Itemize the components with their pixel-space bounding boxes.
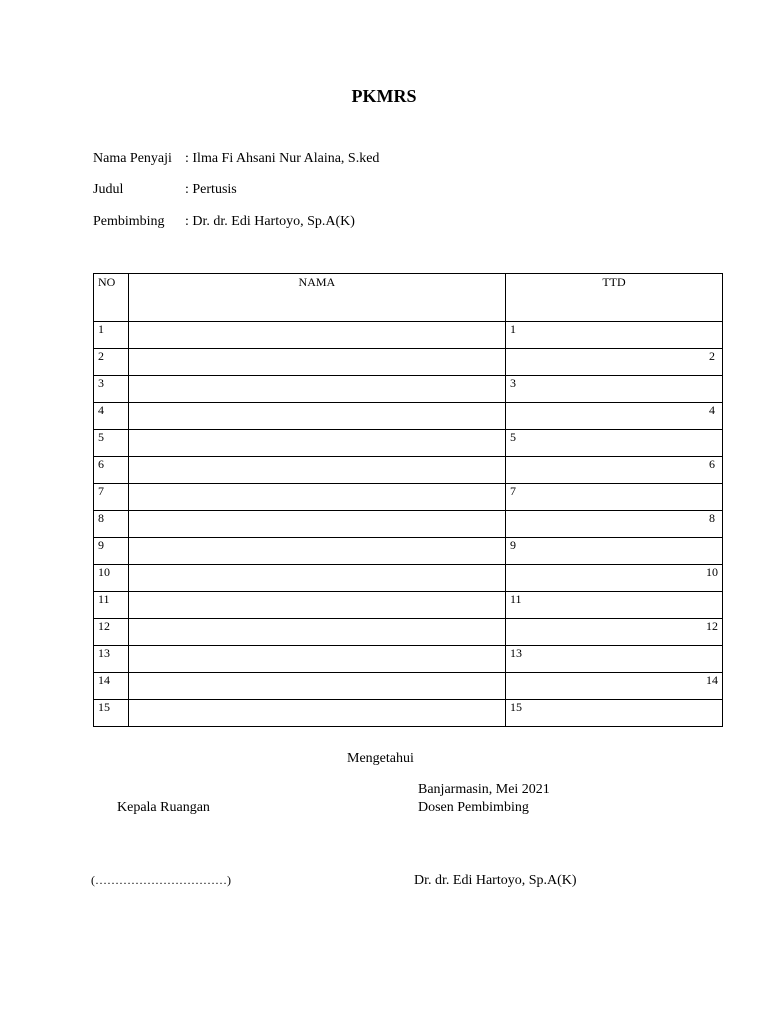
nama-cell[interactable] [128,430,505,457]
table-row [94,700,723,727]
row-number: 11 [94,592,129,619]
nama-cell[interactable] [128,376,505,403]
table-row [94,619,723,646]
table-row [94,322,723,349]
row-number: 13 [94,646,129,673]
row-number: 2 [94,349,129,376]
nama-cell[interactable] [128,484,505,511]
header-no: NO [94,274,129,322]
nama-cell[interactable] [128,619,505,646]
meta-label: Judul [93,182,124,197]
table-row [94,592,723,619]
row-number: 5 [94,430,129,457]
meta-value: : Ilma Fi Ahsani Nur Alaina, S.ked [185,151,380,166]
meta-label: Pembimbing [93,214,165,229]
row-number: 3 [94,376,129,403]
row-number: 6 [94,457,129,484]
nama-cell[interactable] [128,700,505,727]
ttd-cell[interactable]: 2 [506,349,723,376]
row-number: 12 [94,619,129,646]
ttd-cell[interactable]: 5 [506,430,723,457]
table-row [94,673,723,700]
row-number: 15 [94,700,129,727]
row-number: 7 [94,484,129,511]
dosen-pembimbing-label: Dosen Pembimbing [418,800,529,815]
blank-signature-line: (……………………………) [91,873,231,887]
row-number: 14 [94,673,129,700]
ttd-cell[interactable]: 10 [506,565,723,592]
place-date: Banjarmasin, Mei 2021 [418,782,550,797]
ttd-cell[interactable]: 1 [506,322,723,349]
table-row [94,376,723,403]
row-number: 1 [94,322,129,349]
nama-cell[interactable] [128,592,505,619]
row-number: 10 [94,565,129,592]
kepala-ruangan-label: Kepala Ruangan [117,800,210,815]
nama-cell[interactable] [128,565,505,592]
table-row [94,349,723,376]
row-number: 9 [94,538,129,565]
ttd-cell[interactable]: 7 [506,484,723,511]
table-row [94,538,723,565]
table-header-row [94,274,723,322]
ttd-cell[interactable]: 13 [506,646,723,673]
document-title: PKMRS [351,86,417,106]
meta-row-judul [93,182,237,198]
ttd-cell[interactable]: 11 [506,592,723,619]
ttd-cell[interactable]: 4 [506,403,723,430]
ttd-cell[interactable]: 14 [506,673,723,700]
meta-value: : Dr. dr. Edi Hartoyo, Sp.A(K) [185,214,355,229]
meta-row-nama-penyaji [93,151,380,167]
ttd-cell[interactable]: 12 [506,619,723,646]
nama-cell[interactable] [128,511,505,538]
nama-cell[interactable] [128,349,505,376]
nama-cell[interactable] [128,322,505,349]
ttd-cell[interactable]: 15 [506,700,723,727]
table-row [94,646,723,673]
attendance-table [93,273,723,727]
ttd-cell[interactable]: 8 [506,511,723,538]
table-row [94,565,723,592]
table-row [94,403,723,430]
meta-value: : Pertusis [185,182,237,197]
row-number: 4 [94,403,129,430]
nama-cell[interactable] [128,646,505,673]
nama-cell[interactable] [128,673,505,700]
ttd-cell[interactable]: 9 [506,538,723,565]
header-ttd: TTD [506,274,723,322]
meta-label: Nama Penyaji [93,151,172,166]
row-number: 8 [94,511,129,538]
table-row [94,457,723,484]
meta-row-pembimbing [93,214,355,230]
table-row [94,511,723,538]
header-nama: NAMA [128,274,505,322]
nama-cell[interactable] [128,538,505,565]
ttd-cell[interactable]: 6 [506,457,723,484]
table-row [94,484,723,511]
dosen-name: Dr. dr. Edi Hartoyo, Sp.A(K) [414,873,577,888]
mengetahui-label: Mengetahui [347,751,414,766]
nama-cell[interactable] [128,403,505,430]
table-row [94,430,723,457]
nama-cell[interactable] [128,457,505,484]
ttd-cell[interactable]: 3 [506,376,723,403]
